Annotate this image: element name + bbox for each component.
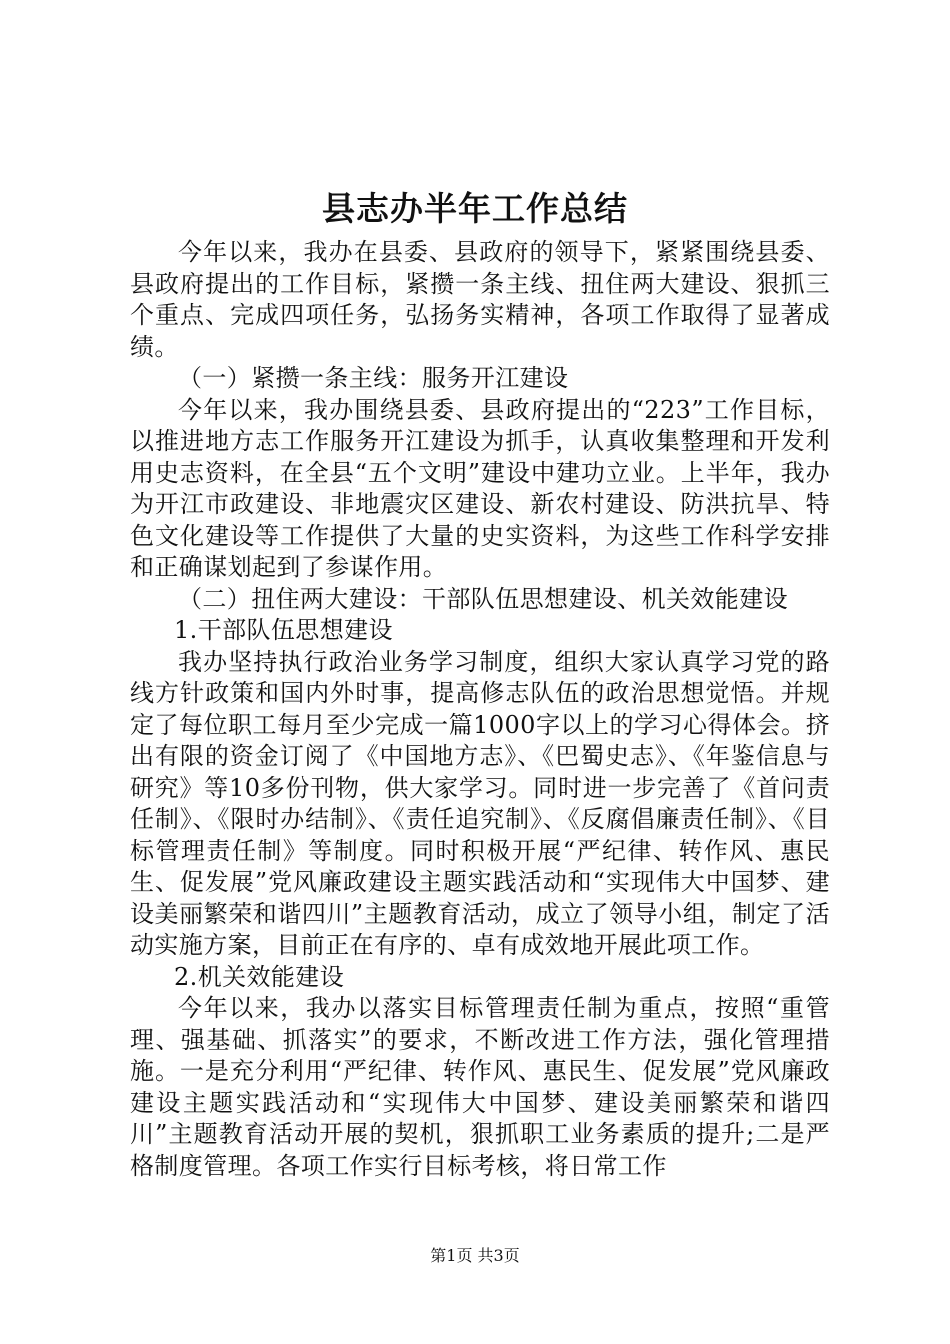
subsection-1-paragraph: 我办坚持执行政治业务学习制度，组织大家认真学习党的路线方针政策和国内外时事，提高修志队伍的政治思想觉悟。并规定了每位职工每月至少完成一篇1000字以上的学习心得体会。挤出有限的资金订阅了《中国地方志》、《巴蜀史志》、《年鉴信息与研究》等10多份刊物，供大家学习。同时进一步完善了《首问责任制》、《限时办结制》、《责任追究制》、《反腐倡廉责任制》、《目标管理责任制》等制度。同时积极开展“严纪律、转作风、惠民生、促发展”党风廉政建设主题实践活动和“实现伟大中国梦、建设美丽繁荣和谐四川”主题教育活动，成立了领导小组，制定了活动实施方案，目前正在有序的、卓有成效地开展此项工作。 <box>130 647 830 959</box>
subsection-2-paragraph: 今年以来，我办以落实目标管理责任制为重点，按照“重管理、强基础、抓落实”的要求，不断改进工作方法，强化管理措施。一是充分利用“严纪律、转作风、惠民生、促发展”党风廉政建设主题实践活动和“实现伟大中国梦、建设美丽繁荣和谐四川”主题教育活动开展的契机，狠抓职工业务素质的提升;二是严格制度管理。各项工作实行目标考核，将日常工作 <box>130 994 830 1180</box>
page-number-footer: 第1页 共3页 <box>430 1246 520 1265</box>
section-1-paragraph: 今年以来，我办围绕县委、县政府提出的“223”工作目标，以推进地方志工作服务开江建设为抓手，认真收集整理和开发利用史志资料，在全县“五个文明”建设中建功立业。上半年，我办为开江市政建设、非地震灾区建设、新农村建设、防洪抗旱、特色文化建设等工作提供了大量的史实资料，为这些工作科学安排和正确谋划起到了参谋作用。 <box>130 395 830 581</box>
document-body <box>130 237 830 1182</box>
section-heading-1: （一）紧攒一条主线：服务开江建设 <box>178 364 569 392</box>
section-heading-2: （二）扭住两大建设：干部队伍思想建设、机关效能建设 <box>178 584 788 613</box>
subsection-heading-2: 2.机关效能建设 <box>174 962 345 991</box>
subsection-heading-1: 1.干部队伍思想建设 <box>174 616 393 644</box>
document-title: 县志办半年工作总结 <box>322 189 628 228</box>
intro-paragraph: 今年以来，我办在县委、县政府的领导下，紧紧围绕县委、县政府提出的工作目标，紧攒一条主线、扭住两大建设、狠抓三个重点、完成四项任务，弘扬务实精神，各项工作取得了显著成绩。 <box>130 238 830 361</box>
